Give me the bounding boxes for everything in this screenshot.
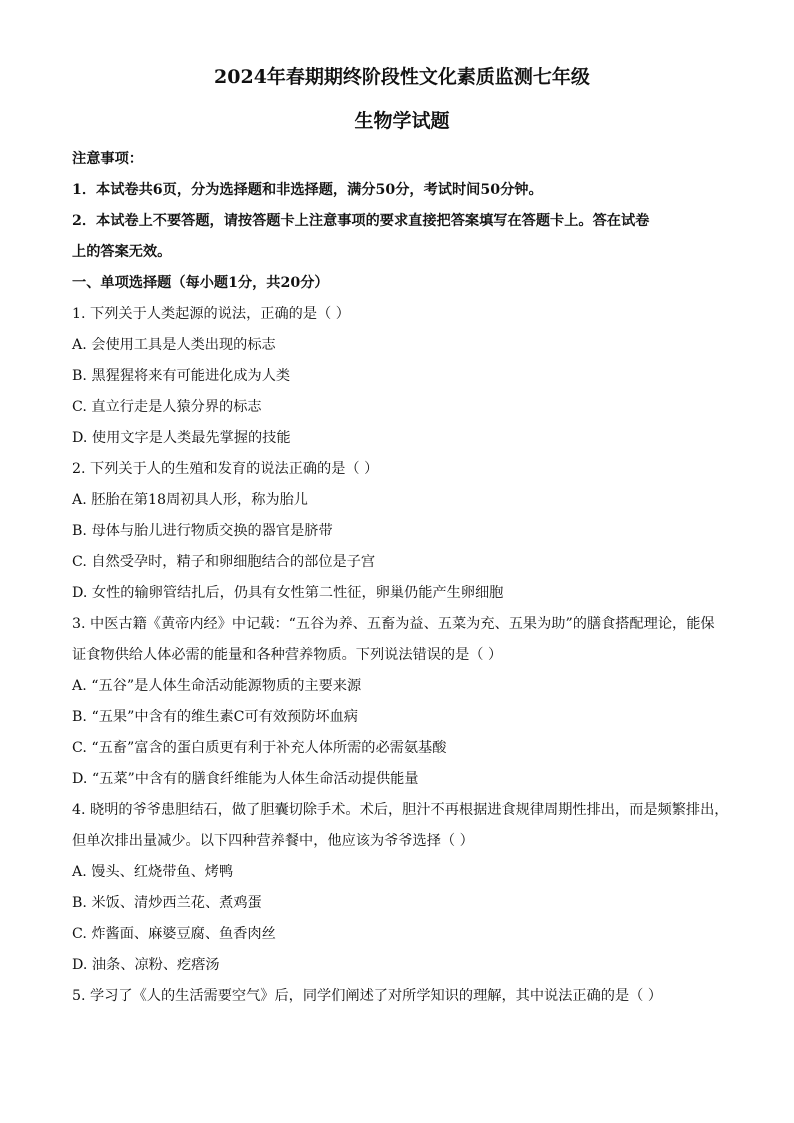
question-3 — [72, 609, 732, 795]
notice-heading: 注意事项： — [72, 151, 143, 167]
question-stem-line-1: 3. 中医古籍《黄帝内经》中记载：“五谷为养、五畜为益、五菜为充、五果为助”的膳食搭配理论，能保 — [72, 616, 715, 632]
section-heading: 一、单项选择题（每小题1分，共20分） — [72, 275, 329, 291]
option-a: A. 会使用工具是人类出现的标志 — [72, 337, 276, 353]
option-d: D. 女性的输卵管结扎后，仍具有女性第二性征，卵巢仍能产生卵细胞 — [72, 585, 504, 601]
question-stem-line-2: 但单次排出量减少。以下四种营养餐中，他应该为爷爷选择（ ） — [72, 833, 474, 849]
question-stem: 2. 下列关于人的生殖和发育的说法正确的是（ ） — [72, 461, 379, 477]
option-c: C. “五畜”富含的蛋白质更有利于补充人体所需的必需氨基酸 — [72, 740, 447, 756]
question-stem-line-1: 4. 晓明的爷爷患胆结石，做了胆囊切除手术。术后，胆汁不再根据进食规律周期性排出，而是频繁排出， — [72, 802, 729, 818]
notice-item-2-line-1: 2．本试卷上不要答题，请按答题卡上注意事项的要求直接把答案填写在答题卡上。答在试卷 — [72, 213, 650, 229]
option-b: B. 母体与胎儿进行物质交换的器官是脐带 — [72, 523, 333, 539]
question-stem: 1. 下列关于人类起源的说法，正确的是（ ） — [72, 306, 350, 322]
question-4 — [72, 795, 732, 981]
option-c: C. 炸酱面、麻婆豆腐、鱼香肉丝 — [72, 926, 276, 942]
option-c: C. 自然受孕时，精子和卵细胞结合的部位是子宫 — [72, 554, 376, 570]
option-a: A. 馒头、红烧带鱼、烤鸭 — [72, 864, 234, 880]
option-b: B. 黑猩猩将来有可能进化成为人类 — [72, 368, 291, 384]
option-c: C. 直立行走是人猿分界的标志 — [72, 399, 262, 415]
question-stem-line-2: 证食物供给人体必需的能量和各种营养物质。下列说法错误的是（ ） — [72, 647, 503, 663]
notice-block — [72, 144, 732, 268]
option-d: D. 使用文字是人类最先掌握的技能 — [72, 430, 291, 446]
question-1 — [72, 299, 732, 454]
notice-item-1: 1．本试卷共6页，分为选择题和非选择题，满分50分，考试时间50分钟。 — [72, 182, 543, 198]
page-title: 2024年春期期终阶段性文化素质监测七年级 — [214, 66, 590, 88]
option-a: A. 胚胎在第18周初具人形，称为胎儿 — [72, 492, 308, 508]
option-d: D. “五菜”中含有的膳食纤维能为人体生命活动提供能量 — [72, 771, 419, 787]
question-5 — [72, 981, 732, 1012]
option-d: D. 油条、凉粉、疙瘩汤 — [72, 957, 220, 973]
page-subtitle: 生物学试题 — [354, 110, 450, 132]
option-b: B. “五果”中含有的维生素C可有效预防坏血病 — [72, 709, 358, 725]
exam-page — [72, 62, 732, 1012]
option-b: B. 米饭、清炒西兰花、煮鸡蛋 — [72, 895, 262, 911]
option-a: A. “五谷”是人体生命活动能源物质的主要来源 — [72, 678, 362, 694]
notice-item-2-line-2: 上的答案无效。 — [72, 244, 172, 260]
question-stem: 5. 学习了《人的生活需要空气》后，同学们阐述了对所学知识的理解，其中说法正确的是（ ） — [72, 988, 663, 1004]
question-2 — [72, 454, 732, 609]
